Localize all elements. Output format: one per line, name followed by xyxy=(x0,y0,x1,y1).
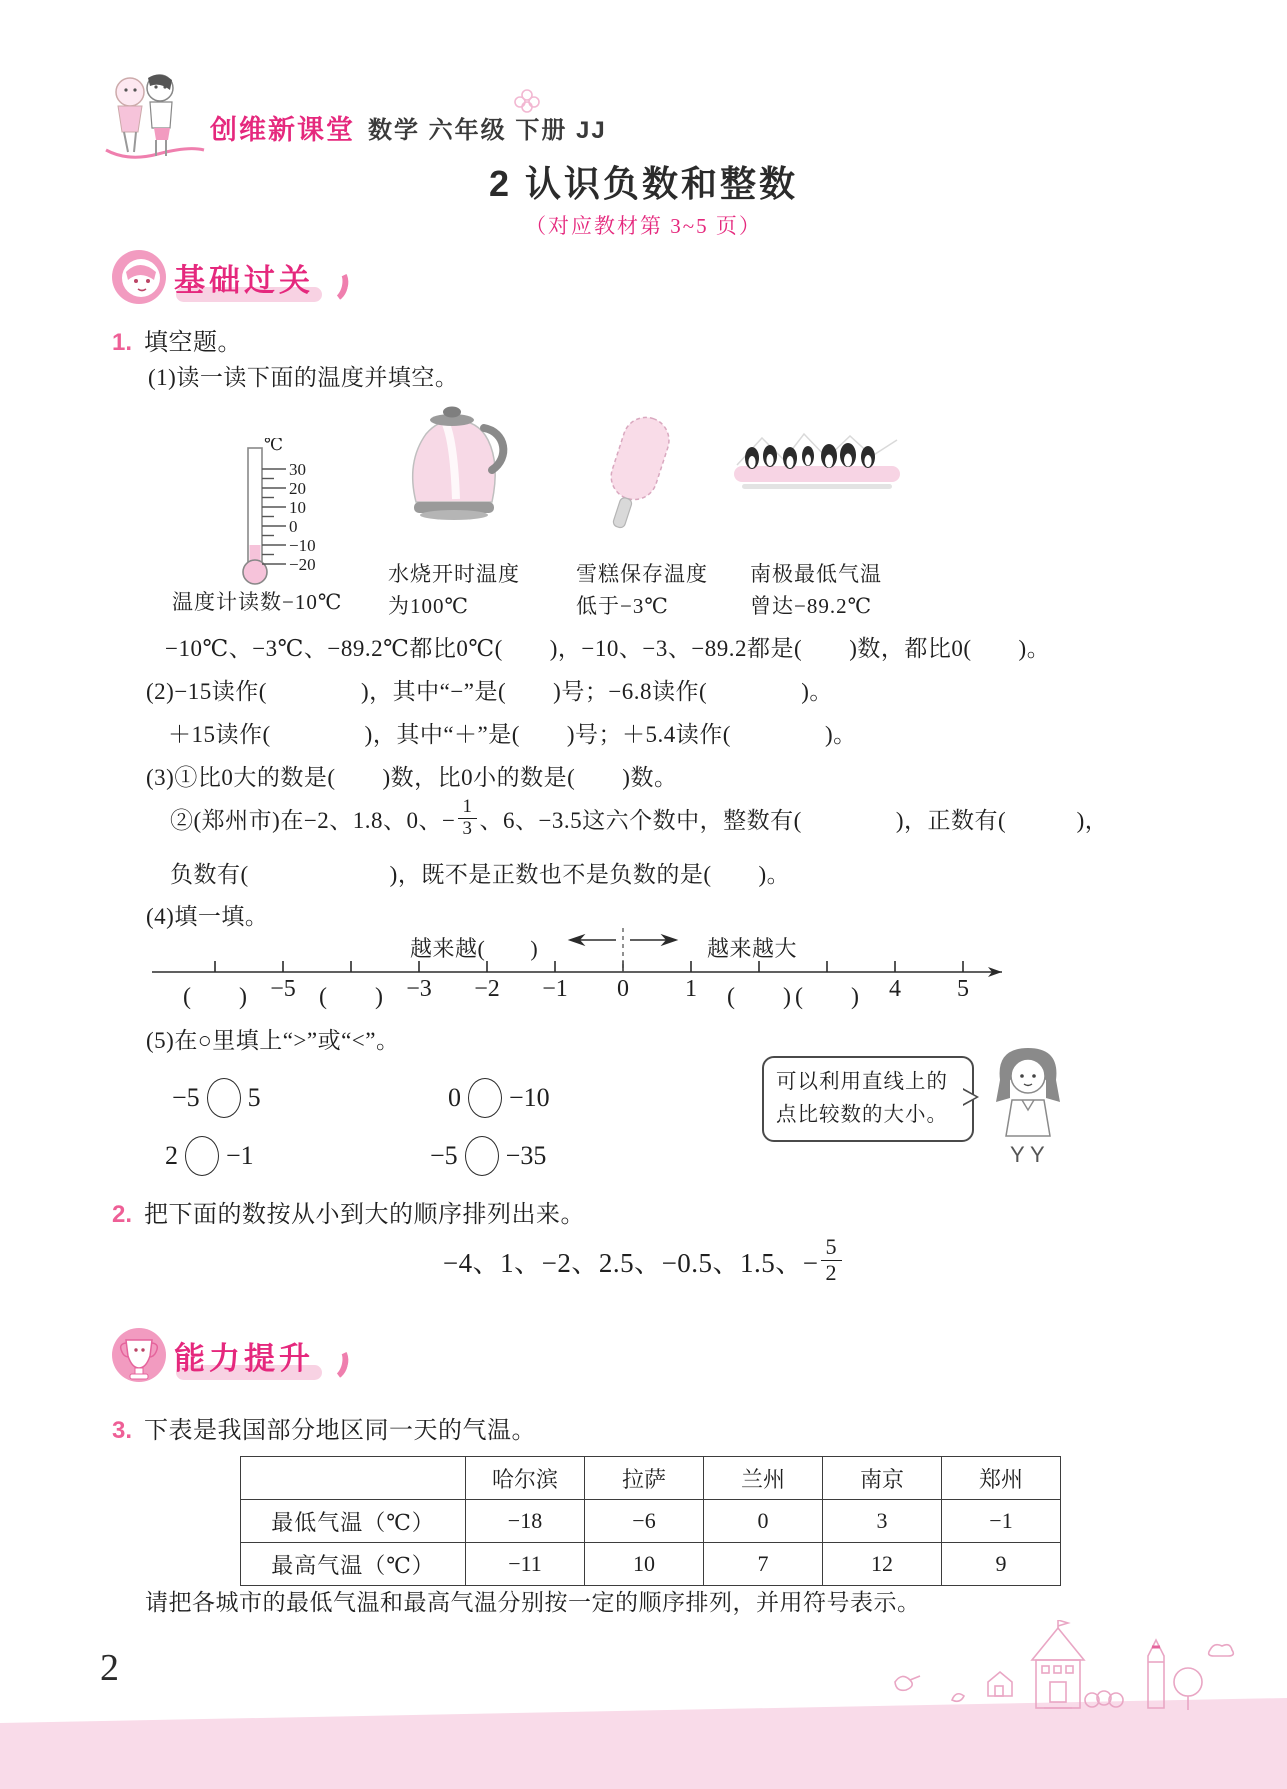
q2-heading xyxy=(112,1194,585,1229)
children-illustration xyxy=(98,70,208,162)
q1-part1-label: (1)读一读下面的温度并填空。 xyxy=(148,365,459,390)
comparison-4 xyxy=(430,1136,546,1176)
table-corner-cell xyxy=(241,1457,466,1500)
fraction-one-third: $\frac{1}{3}$ xyxy=(458,797,478,839)
comparison-4-circle xyxy=(465,1136,499,1176)
flower-decoration-icon xyxy=(512,86,542,114)
row-low-label: 最低气温（℃） xyxy=(241,1500,466,1543)
numberline-label-left: 越来越( ) xyxy=(410,936,539,961)
q1-part5-label: (5)在○里填上“>”或“<”。 xyxy=(146,1028,400,1053)
section-basic-badge xyxy=(110,248,348,306)
tick-label-n4: ( ) xyxy=(319,984,383,1010)
tick-label-2: ( ) xyxy=(727,984,791,1010)
q1-part3-line1: (3)①比0大的数是( )数，比0小的数是( )数。 xyxy=(146,765,678,790)
advanced-badge-icon xyxy=(110,1326,168,1384)
page-title: 2 认识负数和整数 xyxy=(488,163,799,204)
low-lanzhou: 0 xyxy=(704,1500,823,1543)
penguin-caption-2: 曾达−89.2℃ xyxy=(750,594,873,618)
kettle-caption-1: 水烧开时温度 xyxy=(388,562,520,586)
table-row-high xyxy=(241,1543,1061,1586)
table-header-zhengzhou: 郑州 xyxy=(942,1457,1061,1500)
q1-part3-line2a: ②(郑州市)在−2、1.8、0、− xyxy=(170,807,456,833)
comparison-1-left: −5 xyxy=(172,1083,200,1112)
q1-part3-line2 xyxy=(170,792,1108,844)
tick-label-n5: −5 xyxy=(270,976,296,1002)
q1-part3-line3: 负数有( )，既不是正数也不是负数的是( )。 xyxy=(170,862,791,887)
row-high-label: 最高气温（℃） xyxy=(241,1543,466,1586)
q2-numbers-text: −4、1、−2、2.5、−0.5、1.5、− xyxy=(442,1247,819,1278)
q1-fill-line: −10℃、−3℃、−89.2℃都比0℃( )，−10、−3、−89.2都是( )数，都比0( )。 xyxy=(165,636,1051,661)
thermo-tick-0: 0 xyxy=(289,517,298,536)
kettle-figure xyxy=(398,404,510,526)
comparison-4-right: −35 xyxy=(505,1141,547,1170)
tick-label-0: 0 xyxy=(617,976,629,1002)
high-lanzhou: 7 xyxy=(704,1543,823,1586)
comparison-3 xyxy=(165,1136,254,1176)
q2-text: 把下面的数按从小到大的顺序排列出来。 xyxy=(144,1202,586,1228)
penguin-caption-1: 南极最低气温 xyxy=(750,562,882,586)
comparison-2-left: 0 xyxy=(448,1083,461,1112)
girl-illustration xyxy=(982,1040,1074,1168)
table-row-low xyxy=(241,1500,1061,1543)
temperature-table xyxy=(240,1456,1061,1586)
page-number: 2 xyxy=(100,1647,119,1689)
q1-part2-line1: (2)−15读作( )，其中“−”是( )号；−6.8读作( )。 xyxy=(146,679,833,704)
low-harbin: −18 xyxy=(466,1500,585,1543)
q3-heading xyxy=(112,1410,536,1445)
high-lhasa: 10 xyxy=(585,1543,704,1586)
low-zhengzhou: −1 xyxy=(942,1500,1061,1543)
comparison-4-left: −5 xyxy=(430,1141,458,1170)
comparison-3-circle xyxy=(185,1136,219,1176)
tick-label-n1: −1 xyxy=(542,976,568,1002)
kettle-caption-2: 为100℃ xyxy=(388,594,469,618)
tick-label-n6: ( ) xyxy=(183,984,247,1010)
thermo-tick-m20: −20 xyxy=(289,555,316,574)
penguins-figure xyxy=(732,420,902,500)
table-header-row xyxy=(241,1457,1061,1500)
basic-badge-icon xyxy=(110,248,168,306)
tick-label-4: 4 xyxy=(889,976,901,1002)
thermometer-caption: 温度计读数−10℃ xyxy=(172,590,343,614)
tick-label-3: ( ) xyxy=(795,984,859,1010)
header-subject: 数学 六年级 下册 JJ xyxy=(368,117,607,144)
table-header-lhasa: 拉萨 xyxy=(585,1457,704,1500)
q1-number: 1. xyxy=(112,329,133,356)
thermo-tick-m10: −10 xyxy=(289,536,316,555)
brand-logo-text: 创维新课堂 xyxy=(210,115,355,145)
thermo-tick-20: 20 xyxy=(289,479,306,498)
section-advanced-title: 能力提升 xyxy=(174,1340,314,1376)
tick-label-1: 1 xyxy=(685,976,697,1002)
high-harbin: −11 xyxy=(466,1543,585,1586)
comparison-2-circle xyxy=(468,1078,502,1118)
q1-text: 填空题。 xyxy=(144,330,243,356)
number-line xyxy=(140,928,1030,1008)
q1-part4-label: (4)填一填。 xyxy=(146,904,269,929)
popsicle-caption-2: 低于−3℃ xyxy=(576,594,669,618)
q1-heading xyxy=(112,322,242,357)
popsicle-figure xyxy=(592,408,682,538)
comparison-2-right: −10 xyxy=(509,1083,550,1112)
badge-tail xyxy=(320,1344,352,1383)
q3-instruction: 请把各城市的最低气温和最高气温分别按一定的顺序排列，并用符号表示。 xyxy=(145,1590,921,1615)
popsicle-caption-1: 雪糕保存温度 xyxy=(576,562,708,586)
thermo-tick-30: 30 xyxy=(289,460,306,479)
tick-label-n3: −3 xyxy=(406,976,432,1002)
q3-number: 3. xyxy=(112,1417,133,1444)
tick-label-5: 5 xyxy=(957,976,969,1002)
fraction-five-halves: $\frac{5}{2}$ xyxy=(821,1235,843,1285)
q2-number: 2. xyxy=(112,1201,133,1228)
comparison-1-right: 5 xyxy=(247,1083,261,1112)
high-nanjing: 12 xyxy=(823,1543,942,1586)
page-subtitle: （对应教材第 3~5 页） xyxy=(525,214,762,238)
svg-text:Y Y: Y Y xyxy=(1010,1142,1045,1167)
table-header-harbin: 哈尔滨 xyxy=(466,1457,585,1500)
high-zhengzhou: 9 xyxy=(942,1543,1061,1586)
low-lhasa: −6 xyxy=(585,1500,704,1543)
thermo-tick-10: 10 xyxy=(289,498,306,517)
q1-part3-line2b: 、6、−3.5这六个数中，整数有( )，正数有( )， xyxy=(479,807,1109,833)
table-header-nanjing: 南京 xyxy=(823,1457,942,1500)
comparison-2 xyxy=(448,1078,550,1118)
q3-text: 下表是我国部分地区同一天的气温。 xyxy=(144,1418,537,1444)
tick-label-n2: −2 xyxy=(474,976,500,1002)
tip-speech-bubble xyxy=(762,1056,974,1142)
section-advanced-badge xyxy=(110,1326,348,1384)
footer-castle-illustration xyxy=(840,1620,1240,1720)
numberline-label-right: 越来越大 xyxy=(707,936,798,961)
comparison-1 xyxy=(172,1078,261,1118)
comparison-3-right: −1 xyxy=(226,1141,254,1170)
comparison-1-circle xyxy=(207,1078,241,1118)
tip-line-2: 点比较数的大小。 xyxy=(776,1104,948,1127)
section-basic-title: 基础过关 xyxy=(174,262,314,298)
low-nanjing: 3 xyxy=(823,1500,942,1543)
q1-part2-line2: ＋15读作( )，其中“＋”是( )号；＋5.4读作( )。 xyxy=(168,722,857,747)
tip-line-1: 可以利用直线上的 xyxy=(776,1071,948,1093)
thermometer-figure xyxy=(190,438,350,588)
table-header-lanzhou: 兰州 xyxy=(704,1457,823,1500)
comparison-3-left: 2 xyxy=(165,1141,178,1170)
q2-numbers xyxy=(0,1232,1287,1288)
thermometer-unit: ℃ xyxy=(264,438,284,454)
badge-tail xyxy=(320,266,352,305)
